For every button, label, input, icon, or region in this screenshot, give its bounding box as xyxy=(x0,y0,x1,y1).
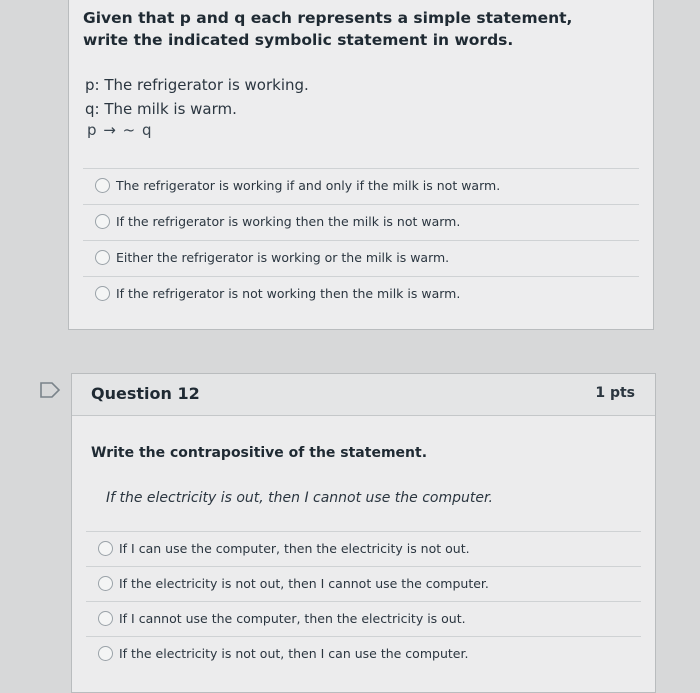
question-header xyxy=(72,374,655,416)
answer-option[interactable] xyxy=(86,636,641,670)
answer-option[interactable] xyxy=(83,204,639,238)
radio-icon[interactable] xyxy=(95,286,110,301)
answer-option[interactable] xyxy=(86,531,641,565)
definitions xyxy=(85,73,309,121)
answer-label: If the electricity is not out, then I cannot use the computer. xyxy=(119,576,489,591)
radio-icon[interactable] xyxy=(98,576,113,591)
question-title: Question 12 xyxy=(91,384,200,403)
radio-icon[interactable] xyxy=(98,541,113,556)
q-definition: q: The milk is warm. xyxy=(85,100,237,118)
radio-icon[interactable] xyxy=(98,646,113,661)
answer-label: The refrigerator is working if and only if the milk is not warm. xyxy=(116,178,501,193)
radio-icon[interactable] xyxy=(98,611,113,626)
radio-icon[interactable] xyxy=(95,178,110,193)
answer-label: If I cannot use the computer, then the electricity is out. xyxy=(119,611,466,626)
p-definition: p: The refrigerator is working. xyxy=(85,76,309,94)
question-12-card xyxy=(71,373,656,693)
answer-label: If I can use the computer, then the electricity is not out. xyxy=(119,541,470,556)
answer-label: Either the refrigerator is working or the milk is warm. xyxy=(116,250,450,265)
answer-label: If the electricity is not out, then I can use the computer. xyxy=(119,646,469,661)
answer-label: If the refrigerator is not working then the milk is warm. xyxy=(116,286,461,301)
answer-option[interactable] xyxy=(86,601,641,635)
answer-option[interactable] xyxy=(83,276,639,310)
flag-icon[interactable] xyxy=(39,382,61,398)
question-11-prompt: Given that p and q each represents a simple statement, write the indicated symbolic statement in words. xyxy=(83,9,573,49)
symbolic-statement: p → ~ q xyxy=(87,121,153,139)
answer-option[interactable] xyxy=(83,168,639,202)
answer-option[interactable] xyxy=(86,566,641,600)
question-points: 1 pts xyxy=(595,385,635,401)
radio-icon[interactable] xyxy=(95,250,110,265)
question-11-card xyxy=(68,0,654,330)
conditional-statement: If the electricity is out, then I cannot use the computer. xyxy=(106,490,493,506)
question-12-prompt: Write the contrapositive of the statement. xyxy=(91,445,428,461)
answer-label: If the refrigerator is working then the milk is not warm. xyxy=(116,214,461,229)
answer-option[interactable] xyxy=(83,240,639,274)
radio-icon[interactable] xyxy=(95,214,110,229)
